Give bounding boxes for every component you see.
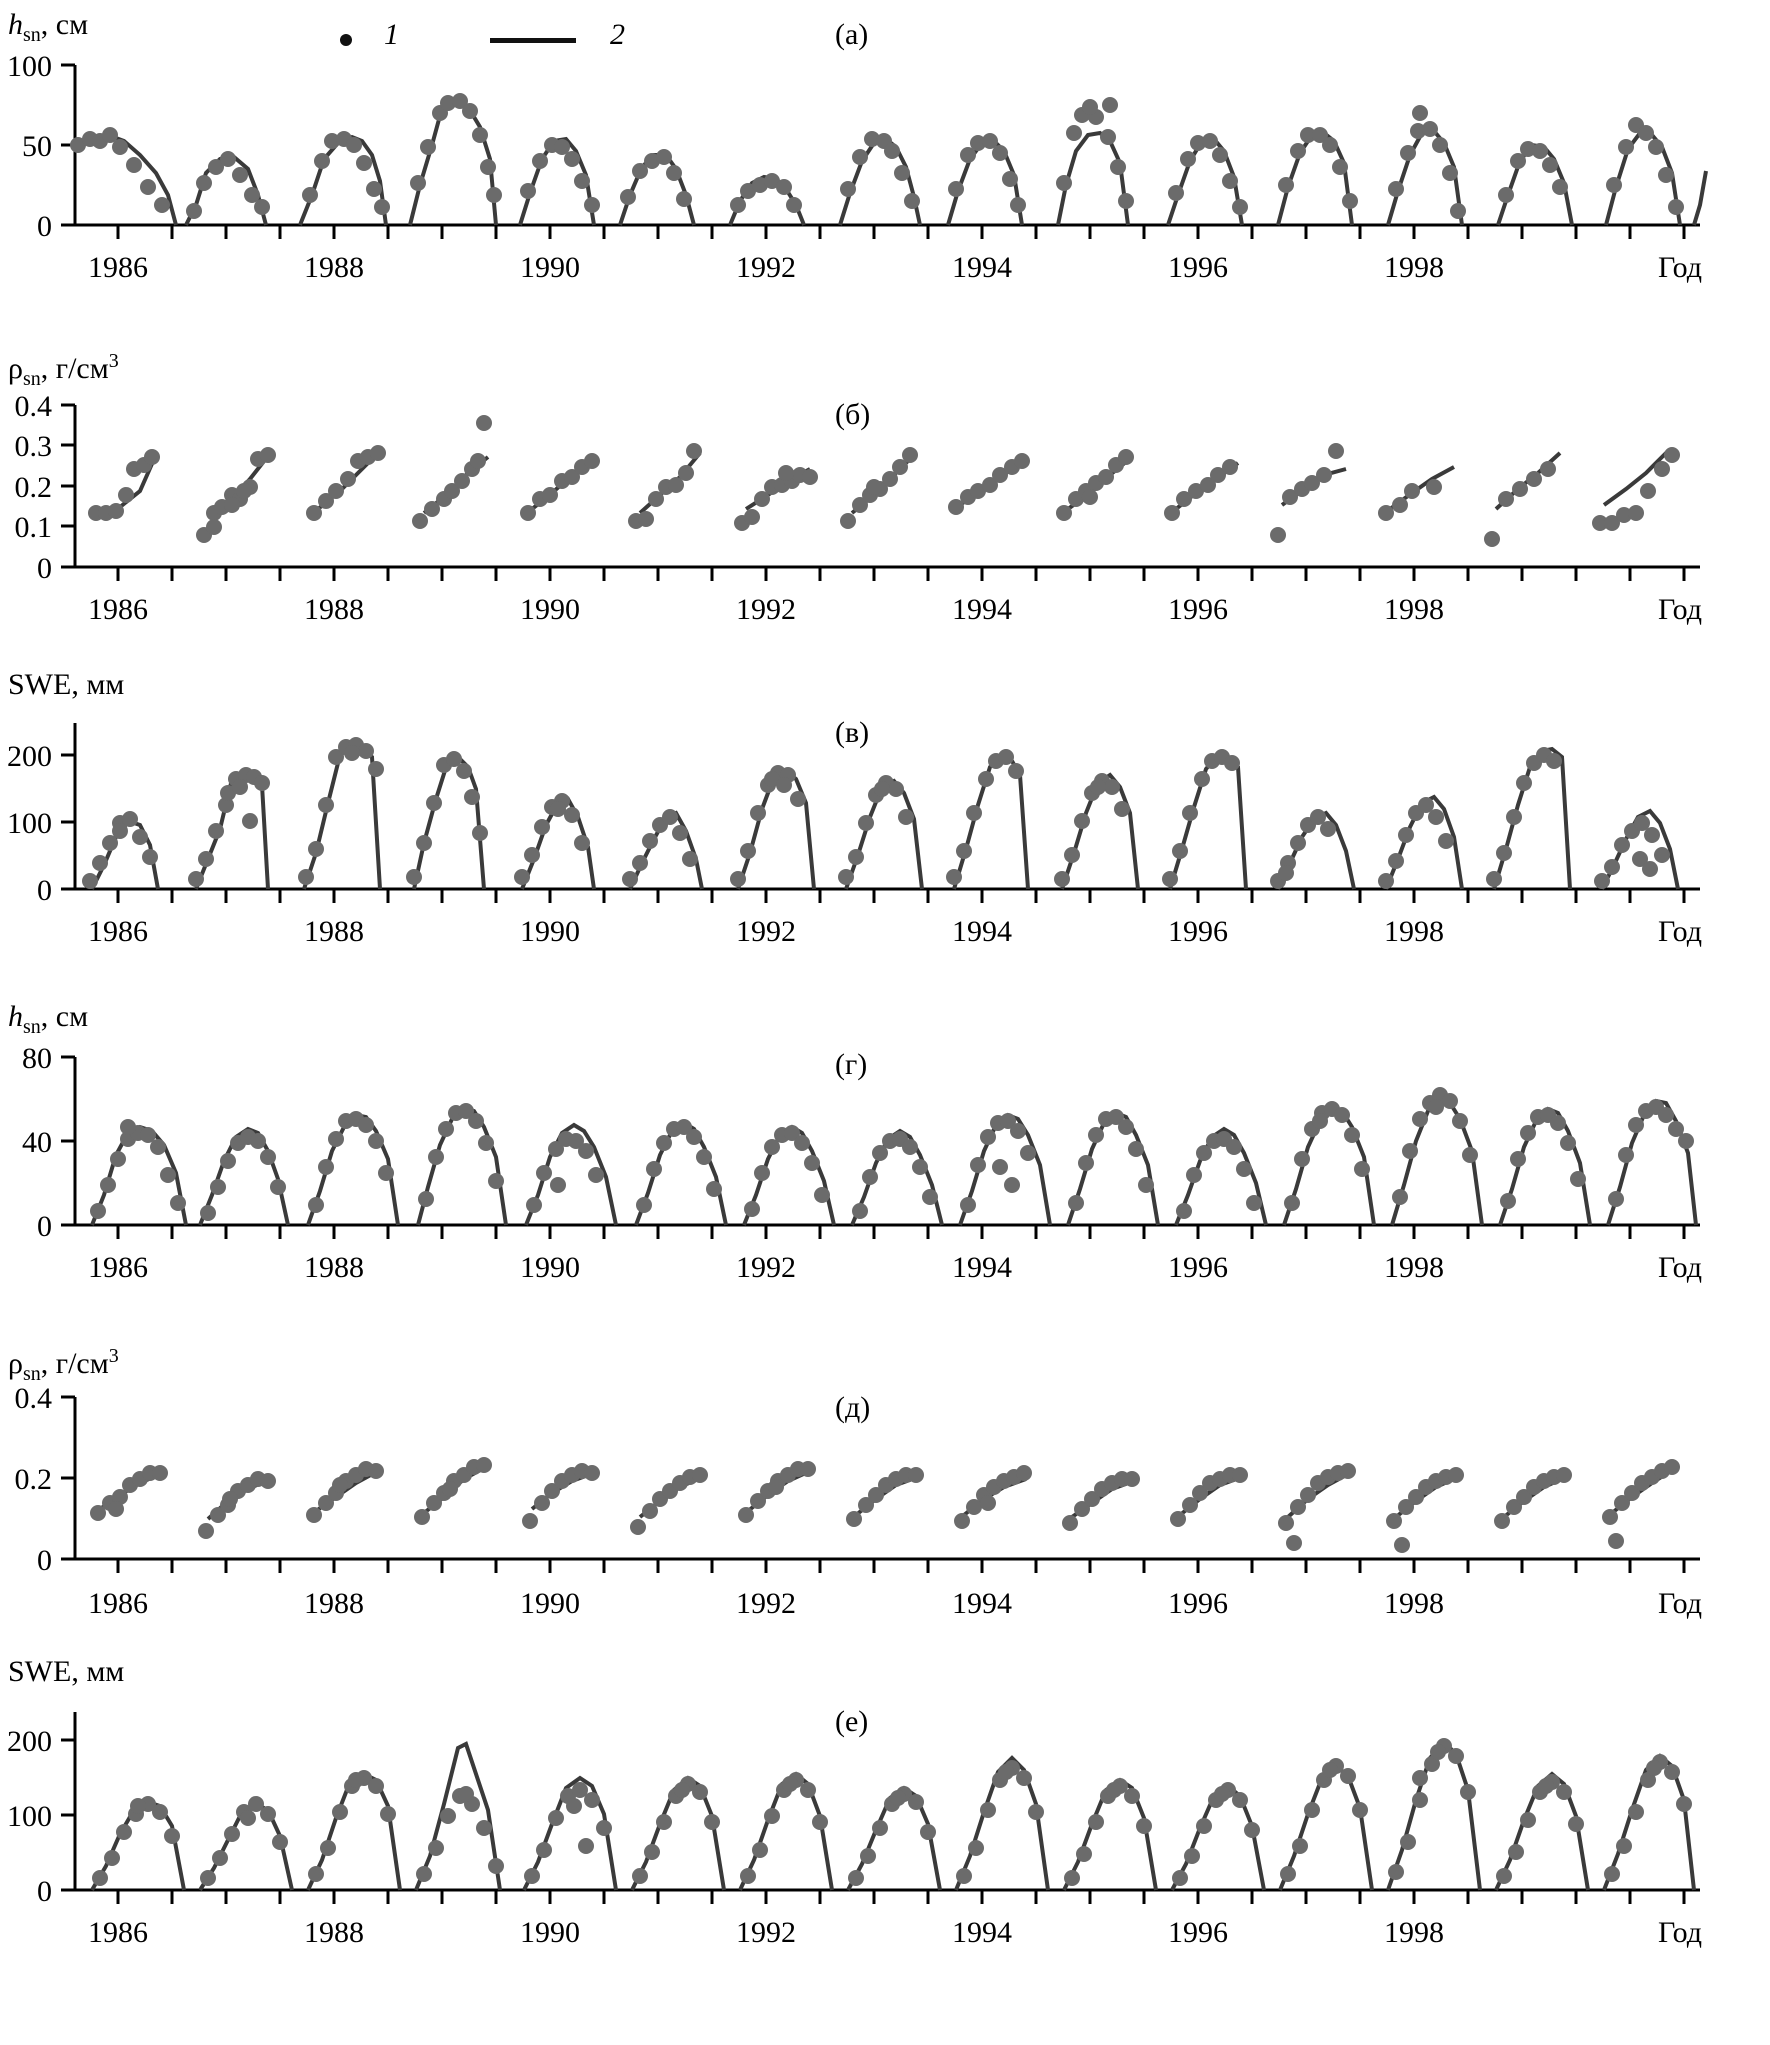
svg-text:1986: 1986 — [88, 1916, 148, 1949]
svg-text:100: 100 — [7, 55, 52, 83]
svg-text:40: 40 — [22, 1126, 52, 1159]
panel-g-letter: (г) — [835, 1048, 868, 1081]
legend — [340, 18, 700, 58]
svg-text:100: 100 — [7, 807, 52, 840]
svg-text:1996: 1996 — [1168, 251, 1228, 284]
svg-text:0.4: 0.4 — [14, 1387, 52, 1415]
svg-text:1986: 1986 — [88, 1251, 148, 1284]
panel-a — [0, 0, 1770, 330]
panel-a-plot — [0, 55, 1770, 325]
panel-e-letter: (е) — [835, 1705, 869, 1738]
svg-text:1998: 1998 — [1384, 915, 1444, 948]
panel-d-letter: (д) — [835, 1391, 871, 1424]
panel-v-letter: (в) — [835, 716, 870, 749]
svg-text:1990: 1990 — [520, 1251, 580, 1284]
panel-e — [0, 1655, 1770, 1985]
svg-text:0: 0 — [37, 1875, 52, 1908]
panel-b — [0, 350, 1770, 670]
svg-text:1992: 1992 — [736, 1251, 796, 1284]
svg-text:0: 0 — [37, 210, 52, 243]
svg-text:1998: 1998 — [1384, 1251, 1444, 1284]
svg-text:1996: 1996 — [1168, 593, 1228, 626]
svg-text:Год: Год — [1657, 593, 1703, 626]
svg-text:1988: 1988 — [304, 1916, 364, 1949]
panel-v-ylabel: SWE, мм — [8, 668, 125, 701]
panel-b-plot — [0, 395, 1770, 655]
svg-text:0.2: 0.2 — [14, 471, 52, 504]
svg-text:0.2: 0.2 — [14, 1463, 52, 1496]
svg-text:1994: 1994 — [952, 1251, 1012, 1284]
svg-text:50: 50 — [22, 130, 52, 163]
svg-text:1990: 1990 — [520, 251, 580, 284]
svg-text:0.1: 0.1 — [14, 511, 52, 544]
svg-text:80: 80 — [22, 1045, 52, 1075]
svg-text:1992: 1992 — [736, 1587, 796, 1620]
svg-text:Год: Год — [1657, 915, 1703, 948]
panel-a-ylabel: $h_{sn}$, см — [8, 8, 89, 46]
svg-text:1988: 1988 — [304, 251, 364, 284]
svg-text:1986: 1986 — [88, 915, 148, 948]
svg-text:1992: 1992 — [736, 251, 796, 284]
panel-g-plot — [0, 1045, 1770, 1315]
svg-text:1994: 1994 — [952, 593, 1012, 626]
svg-text:1992: 1992 — [736, 593, 796, 626]
svg-text:1986: 1986 — [88, 593, 148, 626]
panel-e-ylabel: SWE, мм — [8, 1655, 125, 1688]
svg-text:200: 200 — [7, 740, 52, 773]
svg-text:1992: 1992 — [736, 1916, 796, 1949]
svg-text:Год: Год — [1657, 251, 1703, 284]
svg-text:1990: 1990 — [520, 593, 580, 626]
svg-text:100: 100 — [7, 1800, 52, 1833]
svg-text:1990: 1990 — [520, 915, 580, 948]
svg-text:1996: 1996 — [1168, 1587, 1228, 1620]
panel-v — [0, 668, 1770, 988]
panel-b-ylabel: $\rho_{sn}$, $г/см^3$ — [8, 350, 119, 390]
svg-text:1994: 1994 — [952, 251, 1012, 284]
svg-text:1998: 1998 — [1384, 1587, 1444, 1620]
svg-text:0: 0 — [37, 552, 52, 585]
svg-text:1996: 1996 — [1168, 1916, 1228, 1949]
legend-label-2: 2 — [610, 18, 625, 51]
svg-text:200: 200 — [7, 1725, 52, 1758]
svg-text:1988: 1988 — [304, 915, 364, 948]
legend-label-1: 1 — [384, 18, 399, 51]
panel-g — [0, 1000, 1770, 1330]
svg-text:Год: Год — [1657, 1916, 1703, 1949]
svg-text:1990: 1990 — [520, 1587, 580, 1620]
panel-d-ylabel: $\rho_{sn}$, $г/см^3$ — [8, 1345, 119, 1385]
svg-text:1998: 1998 — [1384, 251, 1444, 284]
svg-text:1988: 1988 — [304, 1251, 364, 1284]
panel-d-plot — [0, 1387, 1770, 1637]
svg-text:1988: 1988 — [304, 1587, 364, 1620]
legend-dot-icon — [340, 34, 352, 46]
svg-text:Год: Год — [1657, 1587, 1703, 1620]
panel-d — [0, 1345, 1770, 1645]
svg-text:1994: 1994 — [952, 1916, 1012, 1949]
svg-text:0: 0 — [37, 874, 52, 907]
svg-text:1998: 1998 — [1384, 1916, 1444, 1949]
svg-text:0.3: 0.3 — [14, 430, 52, 463]
svg-text:1988: 1988 — [304, 593, 364, 626]
svg-text:1994: 1994 — [952, 1587, 1012, 1620]
svg-text:1996: 1996 — [1168, 1251, 1228, 1284]
svg-text:0: 0 — [37, 1210, 52, 1243]
svg-text:1986: 1986 — [88, 1587, 148, 1620]
svg-text:0.4: 0.4 — [14, 395, 52, 423]
panel-v-plot — [0, 713, 1770, 973]
svg-text:Год: Год — [1657, 1251, 1703, 1284]
svg-text:1996: 1996 — [1168, 915, 1228, 948]
panel-g-ylabel: $h_{sn}$, см — [8, 1000, 89, 1038]
legend-line-icon — [490, 38, 576, 43]
svg-text:1990: 1990 — [520, 1916, 580, 1949]
svg-text:1986: 1986 — [88, 251, 148, 284]
panel-b-letter: (б) — [835, 398, 871, 431]
svg-text:1994: 1994 — [952, 915, 1012, 948]
panel-a-letter: (а) — [835, 18, 869, 51]
panel-e-plot — [0, 1700, 1770, 1980]
svg-text:1998: 1998 — [1384, 593, 1444, 626]
svg-text:0: 0 — [37, 1544, 52, 1577]
svg-text:1992: 1992 — [736, 915, 796, 948]
